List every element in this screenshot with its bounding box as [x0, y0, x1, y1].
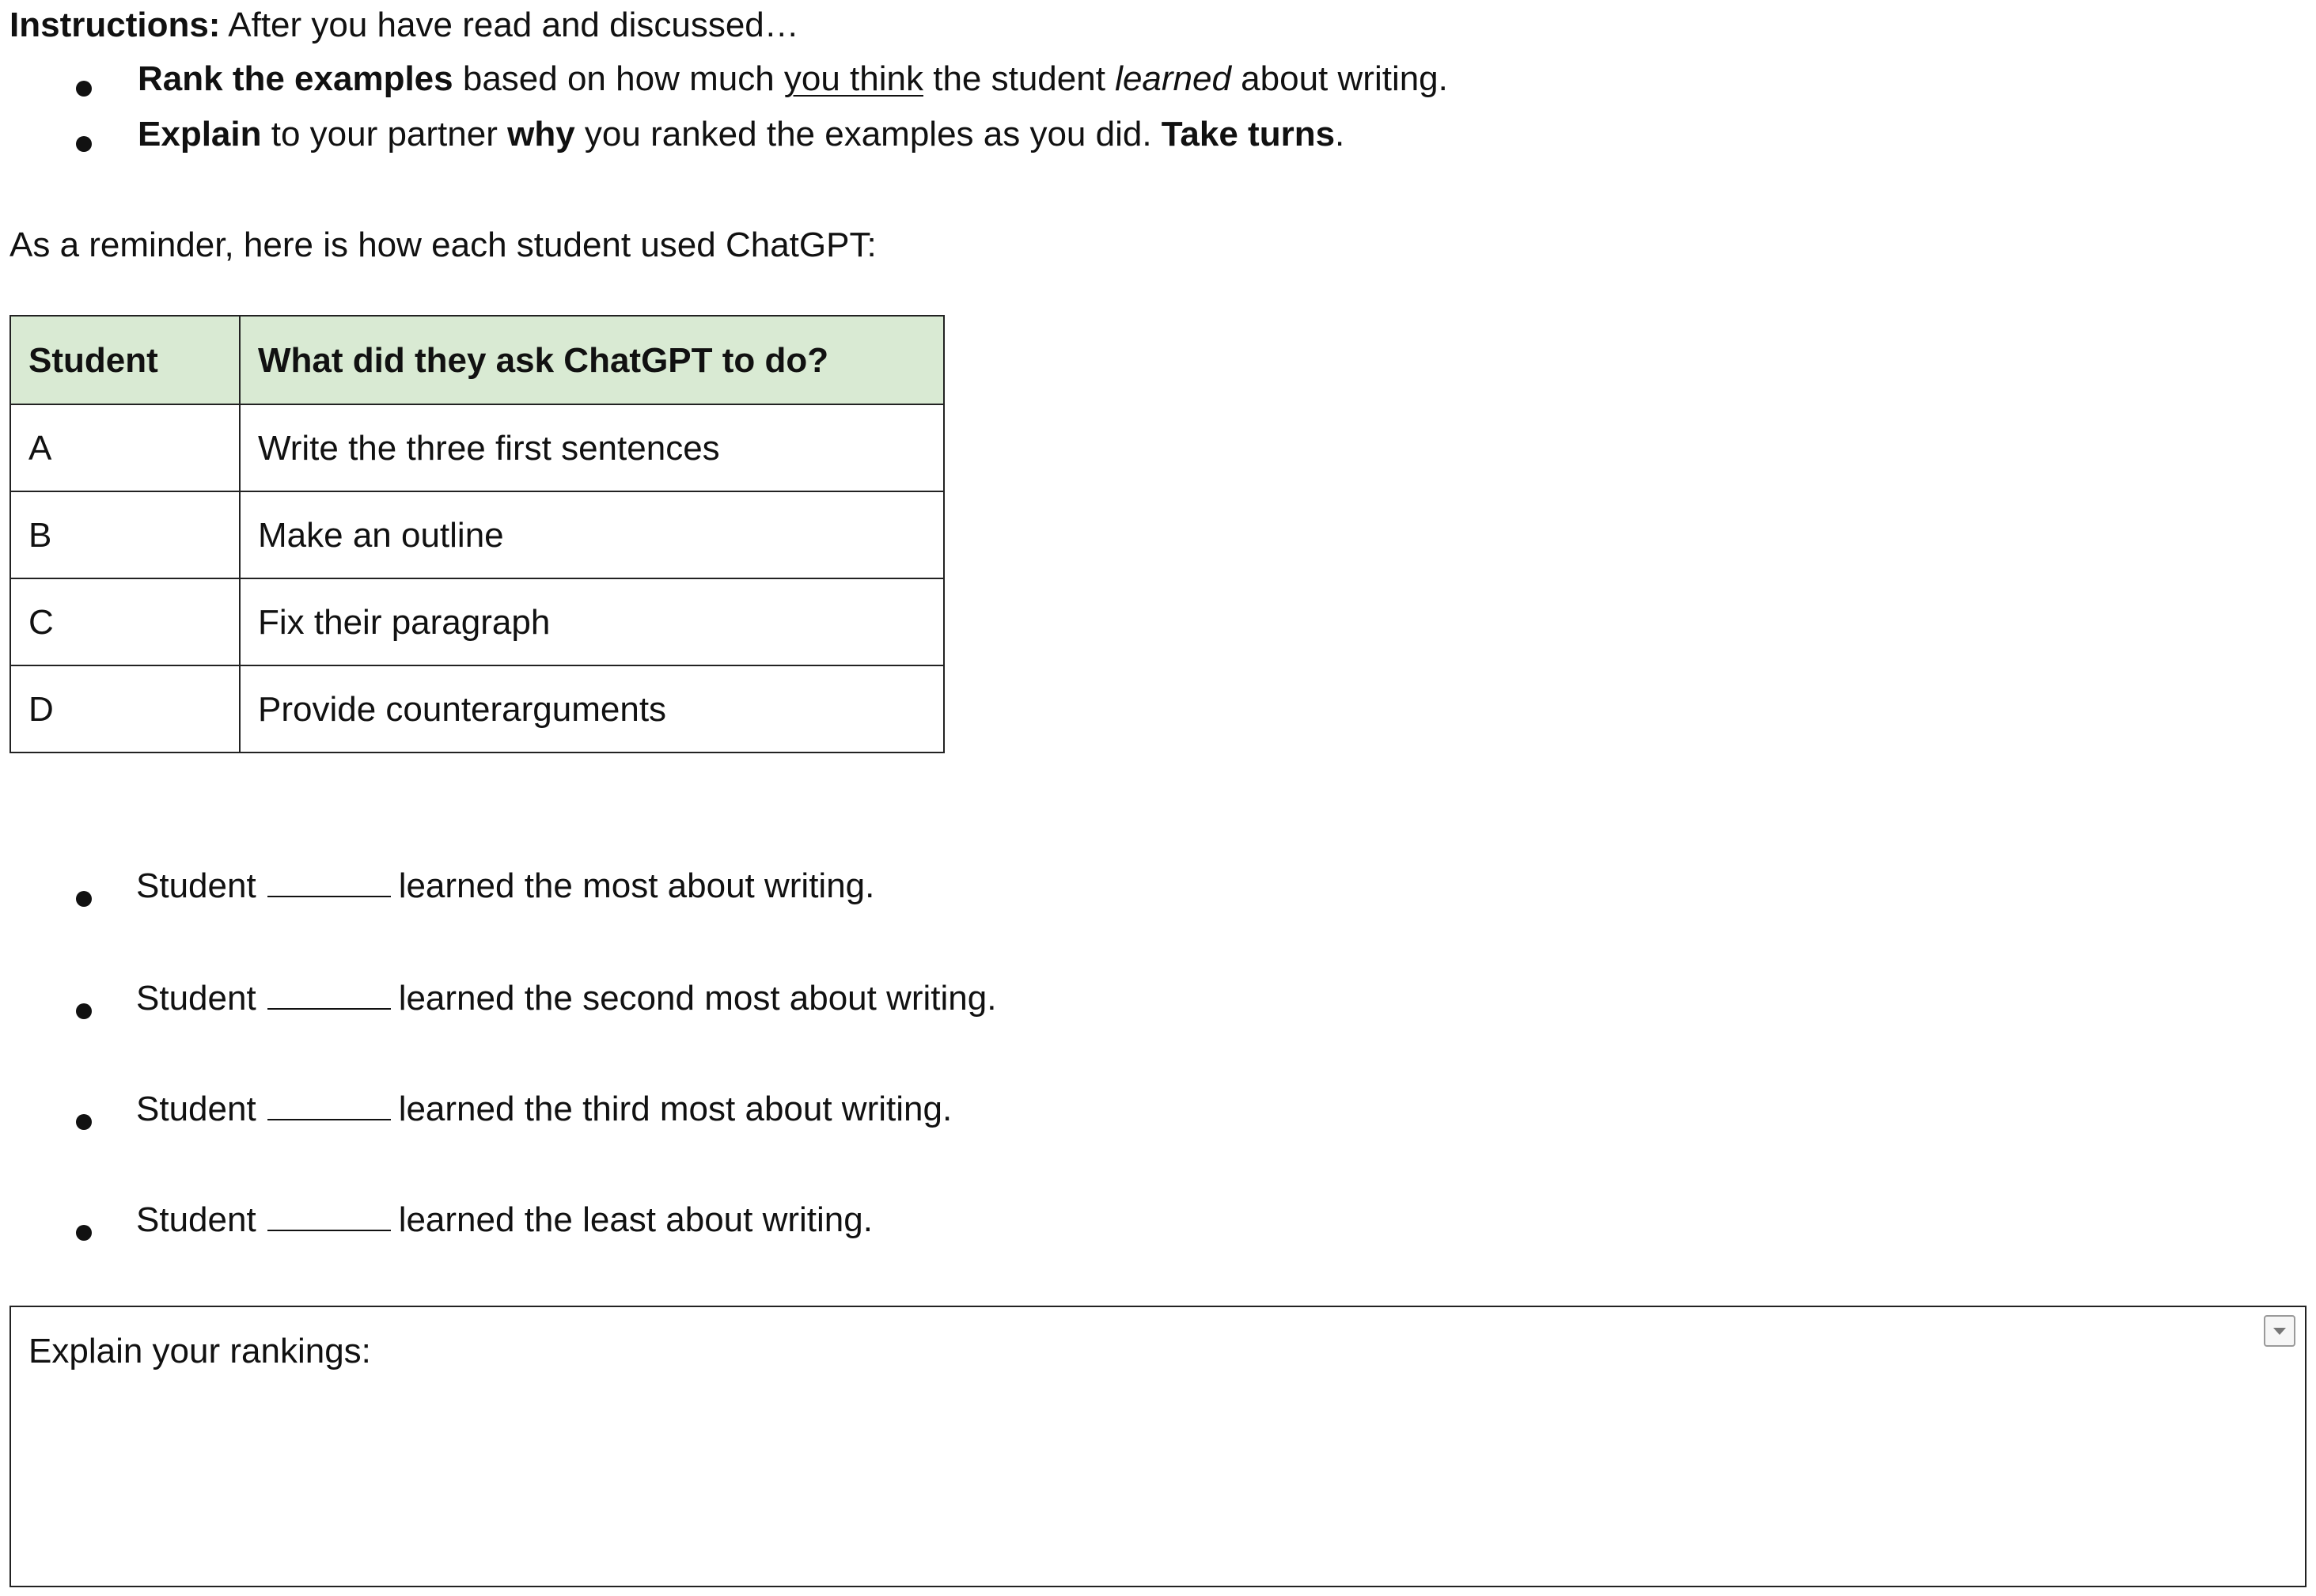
table-cell-task: Write the three first sentences [240, 404, 944, 491]
ranking-text [136, 1087, 952, 1131]
instruction-bold-end: Take turns [1161, 115, 1336, 154]
bullet-icon [76, 1225, 92, 1241]
instruction-bold-lead: Explain [138, 115, 262, 154]
bullet-icon [76, 891, 92, 907]
ranking-text [136, 864, 874, 908]
ranking-blank-field[interactable] [267, 1094, 391, 1120]
table-cell-task: Fix their paragraph [240, 578, 944, 665]
instruction-text-part: the student [923, 59, 1116, 98]
instructions-label: Instructions: [9, 6, 221, 44]
ranking-blank-field[interactable] [267, 983, 391, 1010]
bullet-icon [76, 1114, 92, 1130]
bullet-icon [76, 1003, 92, 1019]
ranking-prefix: Student [136, 866, 256, 905]
table-cell-task: Make an outline [240, 491, 944, 578]
explain-rankings-label: Explain your rankings: [28, 1332, 371, 1370]
table-row [10, 665, 944, 753]
instruction-italic-text: learned [1115, 59, 1231, 98]
ranking-prefix: Student [136, 1090, 256, 1128]
chevron-down-icon-graphic [2265, 1317, 2294, 1345]
ranking-suffix: learned the most about writing. [398, 866, 875, 905]
reminder-text: As a reminder, here is how each student used ChatGPT: [9, 226, 877, 264]
bullet-icon [76, 136, 92, 152]
instruction-underlined-text: you think [783, 59, 923, 98]
instructions-line [9, 3, 799, 47]
table-row [10, 404, 944, 491]
ranking-suffix: learned the second most about writing. [398, 979, 997, 1018]
instructions-text: After you have read and discussed… [220, 6, 799, 44]
ranking-text [136, 1198, 873, 1242]
student-chatgpt-table [9, 315, 945, 753]
instruction-text-part: based on how much [453, 59, 784, 98]
table-cell-student: B [10, 491, 240, 578]
ranking-prefix: Student [136, 979, 256, 1018]
table-header-row [10, 316, 944, 404]
table-cell-student: D [10, 665, 240, 753]
instruction-text-part: you ranked the examples as you did. [574, 115, 1162, 154]
table-row [10, 578, 944, 665]
table-cell-student: C [10, 578, 240, 665]
instruction-bold-mid: why [507, 115, 575, 154]
table-row [10, 491, 944, 578]
instruction-item-text [138, 57, 1448, 100]
table-cell-task: Provide counterarguments [240, 665, 944, 753]
ranking-suffix: learned the third most about writing. [398, 1090, 953, 1128]
bullet-icon [76, 81, 92, 97]
table-cell-student: A [10, 404, 240, 491]
ranking-text [136, 976, 996, 1020]
table-header-student: Student [10, 316, 240, 404]
chevron-down-icon[interactable] [2264, 1315, 2295, 1347]
instruction-item-text [138, 112, 1344, 156]
instruction-text-part: about writing. [1230, 59, 1448, 98]
ranking-blank-field[interactable] [267, 1204, 391, 1231]
instruction-bold-lead: Rank the examples [138, 59, 453, 98]
ranking-prefix: Student [136, 1200, 256, 1239]
ranking-blank-field[interactable] [267, 870, 391, 897]
instruction-text-part: . [1335, 115, 1345, 154]
explain-rankings-box[interactable] [9, 1306, 2307, 1587]
table-header-task: What did they ask ChatGPT to do? [240, 316, 944, 404]
ranking-suffix: learned the least about writing. [398, 1200, 873, 1239]
instruction-text-part: to your partner [261, 115, 508, 154]
